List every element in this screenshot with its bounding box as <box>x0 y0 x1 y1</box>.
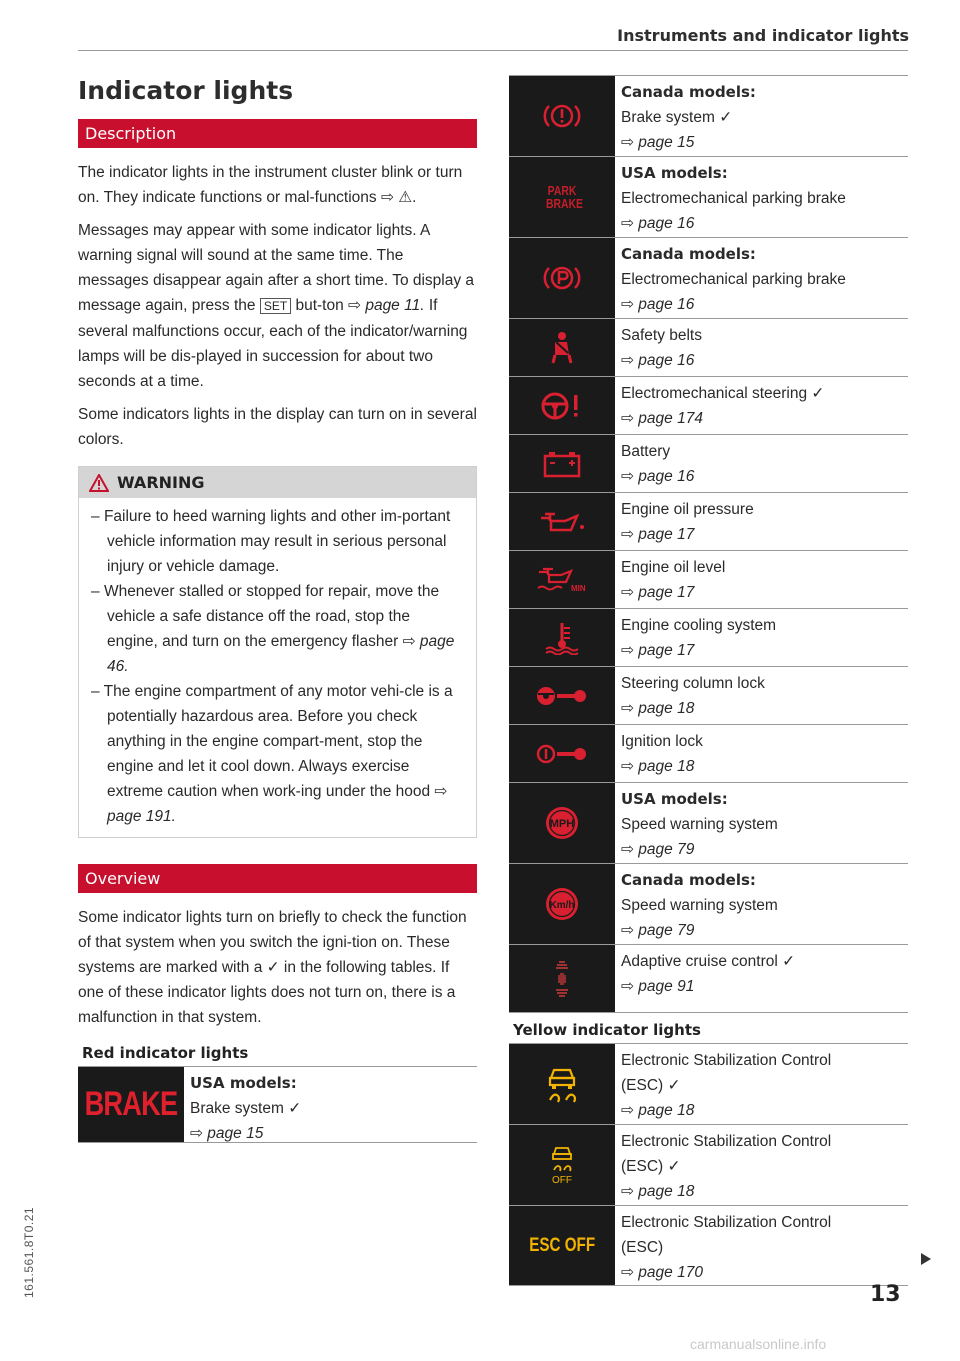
description-para-2: Messages may appear with some indicator lights. A warning signal will sound at the same time. The messages disappear again after a short time. To display a message again, press the SET but-ton ⇨ page 11. If several malfunctions occur, each of the indicator/warning lamps will be dis-played in succession for about two seconds at a time. <box>78 222 475 390</box>
page-ref-link[interactable]: ⇨ page 16 <box>621 215 695 232</box>
esc-skid-icon <box>509 1044 615 1124</box>
page-ref-link[interactable]: ⇨ page 18 <box>621 758 695 775</box>
indicator-row <box>509 157 908 238</box>
indicator-row <box>509 1125 908 1206</box>
indicator-row <box>509 1044 908 1125</box>
page-ref-link[interactable]: ⇨ page 15 <box>190 1125 264 1142</box>
indicator-row <box>509 551 908 609</box>
indicator-row <box>509 319 908 377</box>
warning-box <box>78 466 477 838</box>
indicator-text: USA models: Speed warning system ⇨ page 79 <box>615 783 784 863</box>
indicator-row <box>509 864 908 945</box>
page-ref-link[interactable]: ⇨ page 18 <box>621 700 695 717</box>
side-code: 161.561.8T0.21 <box>22 1206 36 1298</box>
page-ref-link[interactable]: ⇨ page 191. <box>107 783 448 825</box>
indicator-row <box>509 238 908 319</box>
indicator-row <box>509 783 908 864</box>
parking-brake-circle-icon <box>509 238 615 318</box>
coolant-temperature-icon <box>509 609 615 666</box>
page-ref-link[interactable]: ⇨ page 18 <box>621 1183 695 1200</box>
esc-off-word-icon: ESC OFF <box>509 1206 615 1285</box>
set-key: SET <box>260 298 291 314</box>
oil-can-icon <box>509 493 615 550</box>
description-para-1: The indicator lights in the instrument cluster blink or turn on. They indicate functions or mal-functions ⇨ ⚠. <box>78 164 463 206</box>
right-column <box>509 75 908 1286</box>
indicator-row <box>509 725 908 783</box>
indicator-row <box>509 76 908 157</box>
warning-title: WARNING <box>117 473 205 492</box>
indicator-row <box>509 377 908 435</box>
next-page-arrow-icon <box>921 1253 931 1265</box>
indicator-text: Engine cooling system ⇨ page 17 <box>615 609 782 666</box>
warning-header <box>79 467 476 498</box>
indicator-text: Electronic Stabilization Control (ESC) ✓ ⇨ page 18 <box>615 1044 837 1124</box>
ignition-lock-icon <box>509 725 615 782</box>
red-table-title: Red indicator lights <box>82 1044 249 1062</box>
warning-item: – The engine compartment of any motor vehi-cle is a potentially hazardous area. Before you check anything in the engine compart-ment, stop the engine and let it cool down. Always exercise extreme caution when work-ing under the hood ⇨ page 191. <box>91 679 464 829</box>
oil-level-icon <box>509 551 615 608</box>
indicator-row <box>509 493 908 551</box>
indicator-text: Ignition lock ⇨ page 18 <box>615 725 709 782</box>
speed-warning-kmh-icon <box>509 864 615 944</box>
indicator-text: Electromechanical steering ✓ ⇨ page 174 <box>615 377 830 434</box>
indicator-text: Steering column lock ⇨ page 18 <box>615 667 771 724</box>
footer-watermark: carmanualsonline.info <box>690 1336 827 1352</box>
yellow-table-title: Yellow indicator lights <box>513 1021 701 1039</box>
indicator-row <box>509 1206 908 1286</box>
battery-icon <box>509 435 615 492</box>
svg-text:OFF: OFF <box>552 1175 572 1186</box>
left-column <box>78 70 477 1143</box>
indicator-text: Safety belts ⇨ page 16 <box>615 319 708 376</box>
page-ref-link[interactable]: ⇨ page 15 <box>621 134 695 151</box>
indicator-text: Engine oil level ⇨ page 17 <box>615 551 731 608</box>
indicator-row <box>509 667 908 725</box>
steering-column-lock-icon <box>509 667 615 724</box>
page-ref-link[interactable]: ⇨ page 91 <box>621 978 695 995</box>
indicator-text: Electronic Stabilization Control (ESC) ⇨ page 170 <box>615 1206 837 1285</box>
warning-list <box>79 498 476 837</box>
indicator-row <box>509 435 908 493</box>
page-ref-link[interactable]: ⇨ page 79 <box>621 841 695 858</box>
svg-text:MIN: MIN <box>571 583 586 593</box>
page-ref-link[interactable]: ⇨ page 16 <box>621 468 695 485</box>
seatbelt-icon <box>509 319 615 376</box>
page-ref-link[interactable]: ⇨ page 18 <box>621 1102 695 1119</box>
header-rule <box>78 50 908 51</box>
adaptive-cruise-icon <box>509 945 615 1012</box>
indicator-text: Battery ⇨ page 16 <box>615 435 700 492</box>
steering-warning-icon <box>509 377 615 434</box>
page-ref-link[interactable]: ⇨ page 170 <box>621 1264 703 1281</box>
warning-triangle-icon <box>89 474 109 492</box>
svg-text:Km/h: Km/h <box>549 900 575 911</box>
page-ref-link[interactable]: ⇨ page 17 <box>621 584 695 601</box>
indicator-row <box>509 945 908 1013</box>
indicator-text: Electronic Stabilization Control (ESC) ✓ ⇨ page 18 <box>615 1125 837 1205</box>
overview-heading: Overview <box>78 864 477 893</box>
description-heading: Description <box>78 119 477 148</box>
indicator-text: Canada models: Speed warning system ⇨ page 79 <box>615 864 784 944</box>
brake-word-icon: BRAKE <box>78 1067 184 1142</box>
overview-para: Some indicator lights turn on briefly to check the function of that system when you switch the igni-tion on. These systems are marked with a ✓ in the following tables. If one of these indicator lights does not turn on, there is a malfunction in that system. <box>78 909 467 1026</box>
page-number: 13 <box>870 1282 901 1307</box>
indicator-row <box>78 1067 477 1143</box>
indicator-row <box>509 609 908 667</box>
page-ref-link[interactable]: ⇨ page 17 <box>621 642 695 659</box>
page-ref-link[interactable]: ⇨ page 17 <box>621 526 695 543</box>
esc-skid-off-icon <box>509 1125 615 1205</box>
svg-text:MPH: MPH <box>549 818 575 830</box>
indicator-text: Canada models: Electromechanical parking brake ⇨ page 16 <box>615 238 852 318</box>
warning-item: – Whenever stalled or stopped for repair, move the vehicle a safe distance off the road, stop the engine, and turn on the emergency flasher ⇨ page 46. <box>91 579 464 679</box>
page-ref-link[interactable]: ⇨ page 79 <box>621 922 695 939</box>
page-ref-link[interactable]: ⇨ page 16 <box>621 296 695 313</box>
indicator-text: USA models: Electromechanical parking brake ⇨ page 16 <box>615 157 852 237</box>
indicator-text: Engine oil pressure ⇨ page 17 <box>615 493 760 550</box>
page-ref-link[interactable]: ⇨ page 16 <box>621 352 695 369</box>
speed-warning-mph-icon <box>509 783 615 863</box>
page-header-title: Instruments and indicator lights <box>617 26 909 45</box>
brake-circle-icon <box>509 76 615 156</box>
section-title: Indicator lights <box>78 76 294 105</box>
indicator-text: USA models: Brake system ✓ ⇨ page 15 <box>184 1067 307 1142</box>
page-ref-link[interactable]: ⇨ page 174 <box>621 410 703 427</box>
description-para-3: Some indicators lights in the display can turn on in several colors. <box>78 406 477 448</box>
indicator-text: Adaptive cruise control ✓ ⇨ page 91 <box>615 945 801 1012</box>
page-ref-link[interactable]: ⇨ page 11. <box>348 297 425 314</box>
page-ref-link[interactable]: ⇨ page 46. <box>107 633 455 675</box>
warning-item: – Failure to heed warning lights and other im-portant vehicle information may result in serious personal injury or vehicle damage. <box>91 504 464 579</box>
indicator-text: Canada models: Brake system ✓ ⇨ page 15 <box>615 76 762 156</box>
park-brake-word-icon: PARK BRAKE <box>509 157 615 237</box>
